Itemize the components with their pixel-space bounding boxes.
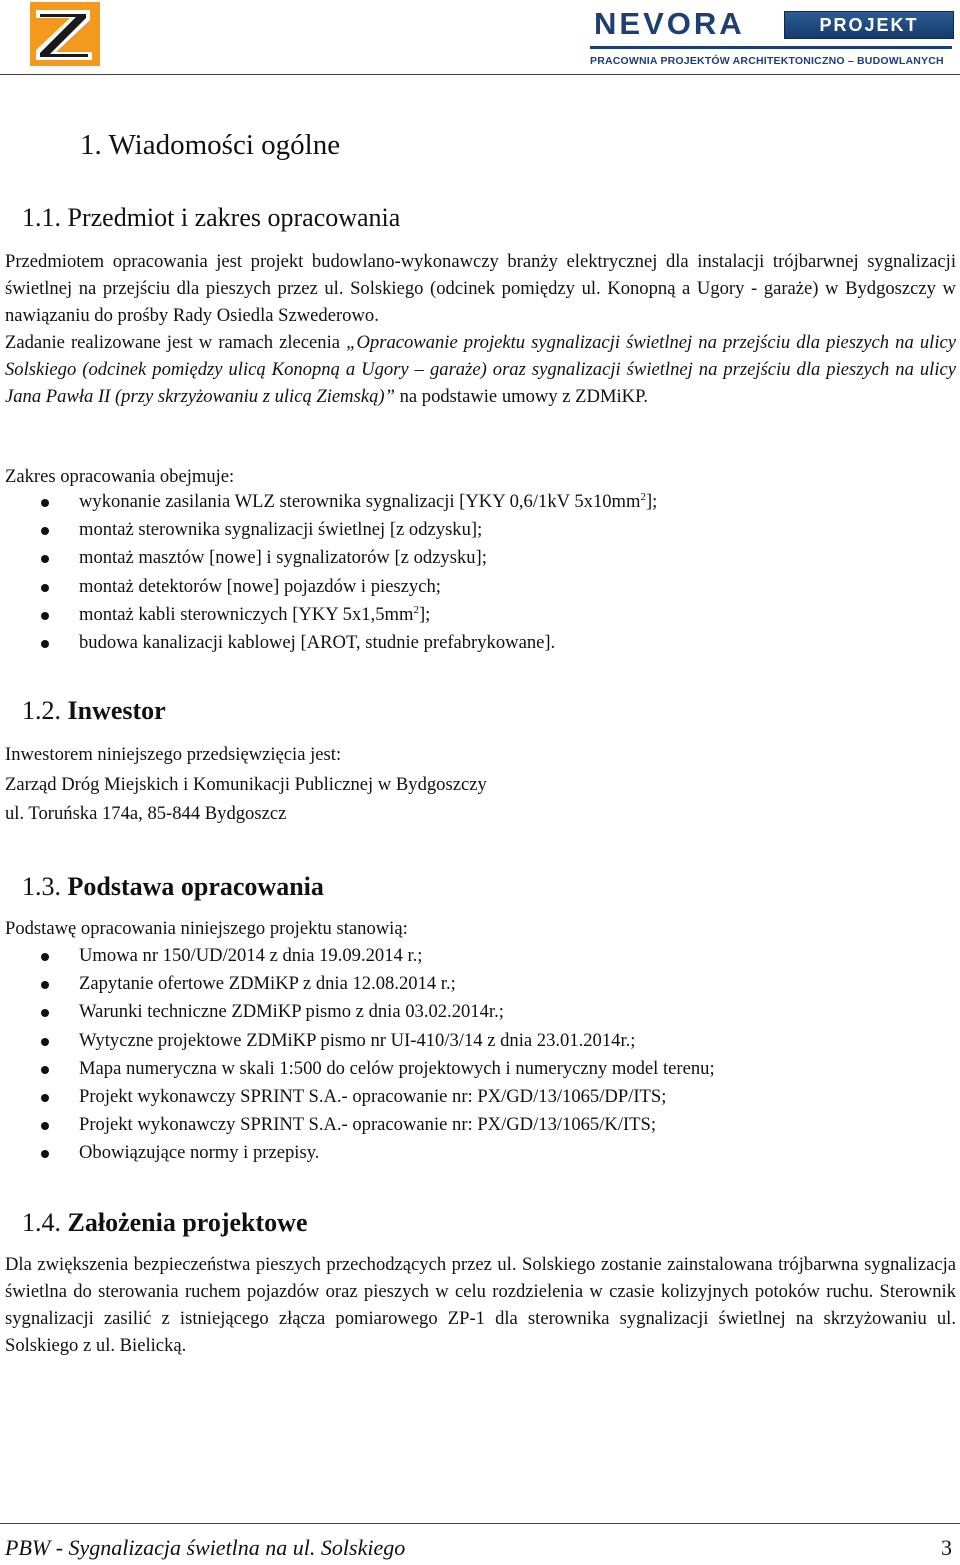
section-number: 1.2.	[22, 696, 61, 725]
section-heading-1-2	[22, 695, 166, 727]
bullet-icon	[41, 1038, 49, 1046]
scope-list	[0, 488, 657, 657]
investor-name: Zarząd Dróg Miejskich i Komunikacji Publicznej w Bydgoszczy	[5, 774, 487, 795]
brand-name: NEVORA	[594, 6, 745, 41]
bullet-icon	[41, 640, 49, 648]
list-item: Obowiązujące normy i przepisy.	[0, 1139, 715, 1167]
section-title: Inwestor	[67, 696, 166, 725]
brand-sub: PROJEKT	[784, 11, 954, 39]
paragraph-order	[5, 329, 956, 410]
list-item: montaż detektorów [nowe] pojazdów i pieszych;	[0, 573, 657, 601]
order-text-a: Zadanie realizowane jest w ramach zlecenia	[5, 332, 341, 353]
bullet-icon	[41, 584, 49, 592]
basis-list	[0, 942, 715, 1168]
section-title: Przedmiot i zakres opracowania	[67, 203, 401, 232]
logo-divider	[590, 46, 952, 49]
section-number: 1.1.	[22, 203, 61, 232]
main-heading: 1. Wiadomości ogólne	[80, 129, 341, 161]
list-item: Zapytanie ofertowe ZDMiKP z dnia 12.08.2014 r.;	[0, 970, 715, 998]
order-text-c: na podstawie umowy z ZDMiKP.	[399, 386, 649, 407]
section-title: Założenia projektowe	[67, 1208, 308, 1237]
list-item: budowa kanalizacji kablowej [AROT, studnie prefabrykowane].	[0, 629, 657, 657]
bullet-icon	[41, 953, 49, 961]
list-item: montaż kabli sterowniczych [YKY $5x1,5mm^2$];	[0, 601, 657, 629]
footer-title: PBW - Sygnalizacja świetlna na ul. Solskiego	[5, 1535, 406, 1560]
scope-intro: Zakres opracowania obejmuje:	[5, 466, 235, 487]
paragraph-subject	[5, 248, 956, 329]
list-item: Umowa nr 150/UD/2014 z dnia 19.09.2014 r.;	[0, 942, 715, 970]
paragraph-assumptions: Dla zwiększenia bezpieczeństwa pieszych przechodzących przez ul. Solskiego zostanie zainstalowana trójbarwna sygnalizacja świetlna do sterowania ruchem pojazdów oraz pieszych w celu rozdzielenia w czasie kolizyjnych potoków ruchu. Sterownik sygnalizacji zasilić z istniejącego złącza pomiarowego ZP-1 dla sterownika sygnalizacji świetlnej na skrzyżowaniu ul. Solskiego z ul. Bielicką.	[5, 1254, 956, 1356]
header-divider	[0, 74, 960, 75]
investor-intro: Inwestorem niniejszego przedsięwzięcia jest:	[5, 744, 342, 765]
nevora-projekt-logo	[588, 2, 956, 72]
section-heading-1-1	[22, 202, 400, 234]
section-number: 1.3.	[22, 872, 61, 901]
investor-address: ul. Toruńska 174a, 85-844 Bydgoszcz	[5, 803, 287, 824]
section-number: 1.4.	[22, 1208, 61, 1237]
bullet-icon	[41, 612, 49, 620]
list-item: Wytyczne projektowe ZDMiKP pismo nr UI-410/3/14 z dnia 23.01.2014r.;	[0, 1027, 715, 1055]
list-item: montaż sterownika sygnalizacji świetlnej [z odzysku];	[0, 516, 657, 544]
order-title: „Opracowanie projektu sygnalizacji świetlnej na przejściu dla pieszych na ulicy Solskiego (odcinek pomiędzy ulicą Konopną a Ugory – garaże) oraz sygnalizacji świetlnej na przejściu dla pieszych na ulicy Jana Pawła II (przy skrzyżowaniu z ulicą Ziemską)”	[5, 332, 956, 407]
bullet-icon	[41, 527, 49, 535]
bullet-icon	[41, 1094, 49, 1102]
bullet-icon	[41, 555, 49, 563]
bullet-icon	[41, 499, 49, 507]
basis-intro: Podstawę opracowania niniejszego projektu stanowią:	[5, 918, 408, 939]
section-heading-1-3	[22, 871, 324, 903]
section-title: Podstawa opracowania	[67, 872, 324, 901]
list-item: wykonanie zasilania WLZ sterownika sygnalizacji [YKY 0,6/1kV $5x10mm^2$];	[0, 488, 657, 516]
list-item: Warunki techniczne ZDMiKP pismo z dnia 03.02.2014r.;	[0, 998, 715, 1026]
footer-divider	[0, 1523, 960, 1524]
bullet-icon	[41, 981, 49, 989]
bullet-icon	[41, 1150, 49, 1158]
brand-tagline: PRACOWNIA PROJEKTÓW ARCHITEKTONICZNO – BUDOWLANYCH	[590, 55, 944, 67]
list-item: Mapa numeryczna w skali 1:500 do celów projektowych i numeryczny model terenu;	[0, 1055, 715, 1083]
bullet-icon	[41, 1122, 49, 1130]
list-item: montaż masztów [nowe] i sygnalizatorów [z odzysku];	[0, 544, 657, 572]
paragraph-subject-text: Przedmiotem opracowania jest projekt budowlano-wykonawczy branży elektrycznej dla instalacji trójbarwnej sygnalizacji świetlnej na przejściu dla pieszych przez ul. Solskiego (odcinek pomiędzy ul. Konopną a Ugory - garaże) w Bydgoszczy w nawiązaniu do prośby Rady Osiedla Szwederowo.	[5, 251, 956, 326]
z-logo-icon	[30, 2, 100, 66]
bullet-icon	[41, 1009, 49, 1017]
bullet-icon	[41, 1066, 49, 1074]
list-item: Projekt wykonawczy SPRINT S.A.- opracowanie nr: PX/GD/13/1065/K/ITS;	[0, 1111, 715, 1139]
list-item: Projekt wykonawczy SPRINT S.A.- opracowanie nr: PX/GD/13/1065/DP/ITS;	[0, 1083, 715, 1111]
section-heading-1-4	[22, 1207, 308, 1239]
page-number: 3	[941, 1535, 952, 1560]
